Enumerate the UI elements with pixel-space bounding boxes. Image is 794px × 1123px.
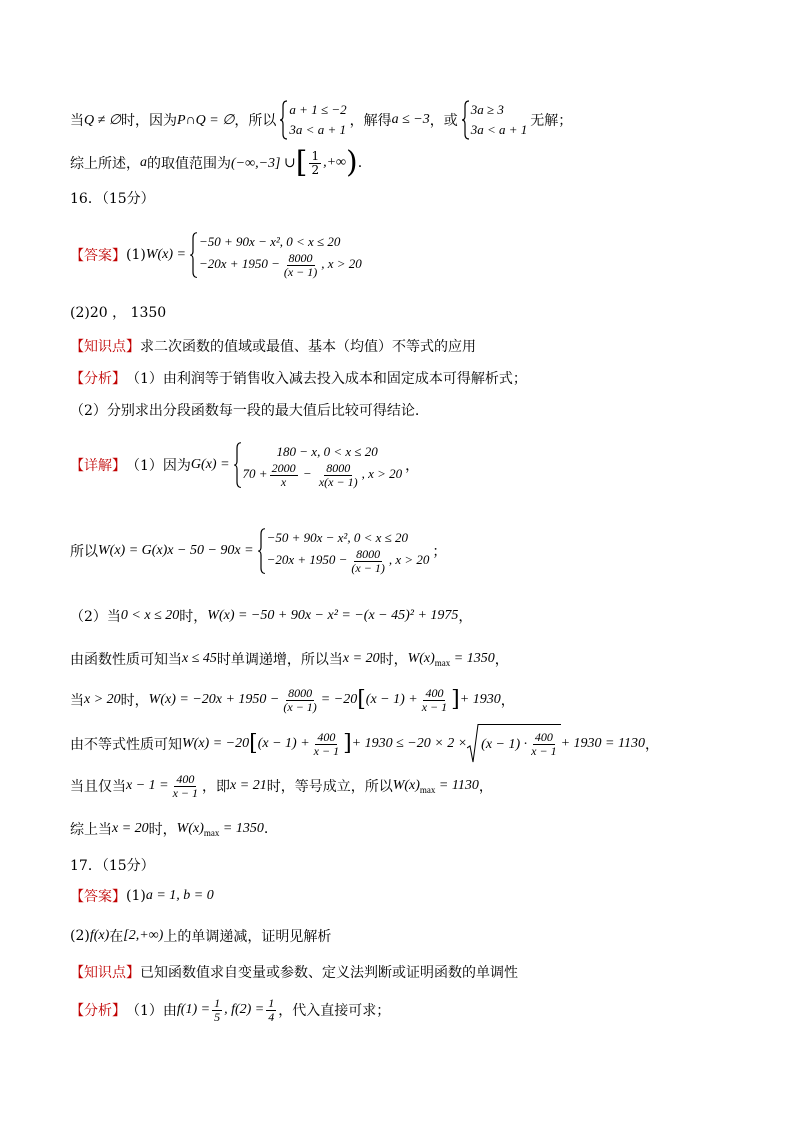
- text: （1）由利润等于销售收入减去投入成本和固定成本可得解析式；: [126, 371, 527, 387]
- text: ，即: [202, 779, 231, 795]
- eq-row: −20x + 1950 − $\frac{8000}{(x - 1)}$ , x > 20: [266, 546, 430, 575]
- text: (1): [126, 888, 146, 904]
- system-2: [461, 100, 528, 140]
- analysis-16: [70, 368, 527, 388]
- fraction: $\frac{1}{5}$: [214, 995, 221, 1024]
- fraction: $\frac{1}{2}$: [311, 148, 320, 177]
- text: 时，等号成立，所以: [266, 779, 393, 795]
- question-16-heading: [70, 188, 155, 208]
- text: 16．（15分）: [70, 191, 155, 207]
- fraction: $\frac{400}{x - 1}$: [172, 771, 199, 800]
- bracket: [: [295, 145, 308, 180]
- math: + 1930 ≤ −20 × 2 ×: [351, 736, 468, 751]
- so-w: [70, 518, 446, 584]
- text: 综上所述，: [70, 156, 140, 172]
- math: = −20: [320, 692, 358, 707]
- answer-17-part2: [70, 924, 331, 948]
- eq-row: 70 + $\frac{2000}{x}$ − $\frac{8000}{x(x - 1)}$ , x > 20: [242, 460, 403, 489]
- eq-row: −50 + 90x − x², 0 < x ≤ 20: [266, 529, 409, 545]
- math: x = 21: [230, 778, 267, 793]
- bracket: ): [346, 145, 358, 180]
- brace-icon: [233, 442, 243, 488]
- text: 的取值范围为: [147, 156, 231, 172]
- math: W(x) = −20x + 1950 −: [148, 692, 280, 707]
- piecewise: [233, 442, 403, 488]
- part2-d: [70, 722, 659, 766]
- math: P∩Q = ∅: [177, 112, 235, 128]
- text: (2)20 ， 1350: [70, 305, 167, 321]
- text: 上的单调递减，证明见解析: [163, 929, 332, 945]
- text: .: [357, 155, 363, 171]
- math: a ≤ −3: [391, 112, 430, 127]
- text: ，或: [429, 113, 458, 129]
- math: x ≤ 45: [182, 651, 217, 666]
- math: (x − 1) +: [365, 692, 418, 707]
- text: ，所以: [234, 113, 277, 129]
- text: (2): [70, 928, 90, 944]
- tag-label: 【答案】: [70, 248, 126, 264]
- text: ，: [644, 737, 659, 753]
- brace-icon: [257, 528, 267, 574]
- text: 时，: [379, 652, 408, 668]
- part2-a: [70, 604, 472, 628]
- eq-row: a + 1 ≤ −2: [289, 102, 347, 117]
- part2-b: [70, 647, 509, 671]
- system-1: [279, 100, 346, 140]
- answer-17: [70, 886, 214, 906]
- text: ，: [458, 609, 473, 625]
- sqrt: (x − 1) · $\frac{400}{x - 1}$: [467, 724, 560, 764]
- fraction: $\frac{1}{4}$: [268, 995, 275, 1024]
- text: 综上当: [70, 822, 112, 838]
- text: 时，因为: [121, 113, 177, 129]
- math: $W(x)_{max} = 1350$: [176, 820, 264, 838]
- text: 由不等式性质可知: [70, 737, 182, 753]
- summary-range: [70, 144, 362, 182]
- part2-c: [70, 678, 515, 722]
- text: ，代入直接可求；: [278, 1003, 391, 1019]
- text: .: [263, 821, 269, 837]
- part2-f: [70, 817, 268, 841]
- piecewise: [189, 232, 362, 278]
- knowledge-17: [70, 962, 518, 982]
- math: W(x) = −50 + 90x − x² = −(x − 45)² + 1975: [207, 608, 459, 623]
- math: + 1930: [459, 692, 501, 707]
- text: （2）分别求出分段函数每一段的最大值后比较可得结论.: [70, 403, 420, 419]
- math: x > 20: [84, 692, 121, 707]
- math: a: [140, 155, 147, 170]
- part2-e: [70, 766, 493, 806]
- math: f(1) =: [176, 1002, 211, 1017]
- text: ，: [500, 693, 515, 709]
- fraction: $\frac{400}{x - 1}$: [421, 685, 448, 714]
- math: x = 20: [342, 651, 380, 666]
- math: (−∞,−3] ∪: [231, 155, 296, 171]
- math: W(x) =: [145, 247, 186, 262]
- math: ,+∞: [323, 155, 347, 170]
- text: 17．（15分）: [70, 858, 155, 874]
- math: G(x) =: [190, 457, 230, 472]
- fraction: $\frac{400}{x - 1}$: [313, 729, 340, 758]
- bracket: ]: [451, 687, 460, 712]
- tag-label: 【知识点】: [70, 339, 140, 355]
- text: （2）当: [70, 609, 121, 625]
- question-17-heading: [70, 855, 155, 875]
- math: W(x) = −20: [182, 736, 250, 751]
- brace-icon: [279, 100, 289, 140]
- tag-label: 【知识点】: [70, 965, 140, 981]
- math: 0 < x ≤ 20: [120, 608, 180, 623]
- math: $W(x)_{max} = 1350$: [407, 650, 495, 668]
- piecewise: [257, 528, 430, 574]
- tag-label: 【分析】: [70, 371, 126, 387]
- knowledge-16: [70, 336, 476, 356]
- tag-label: 【答案】: [70, 889, 126, 905]
- text: 时，: [179, 609, 208, 625]
- math: x − 1 =: [126, 778, 169, 793]
- text: ，解得: [349, 113, 392, 129]
- text: 当且仅当: [70, 779, 126, 795]
- math: W(x) = G(x)x − 50 − 90x =: [98, 543, 254, 558]
- text: （1）因为: [126, 458, 191, 474]
- text: 求二次函数的值域或最值、基本（均值）不等式的应用: [140, 339, 476, 355]
- math: a = 1, b = 0: [145, 888, 214, 903]
- eq-row: 3a < a + 1: [470, 122, 528, 137]
- brace-icon: [189, 232, 199, 278]
- analysis-16-b: [70, 400, 419, 420]
- text: ，: [478, 779, 493, 795]
- analysis-17: [70, 990, 390, 1030]
- text: 当: [70, 113, 84, 129]
- math: , f(2) =: [224, 1002, 265, 1017]
- text: ，: [405, 458, 420, 474]
- text: ，: [494, 652, 509, 668]
- math: $W(x)_{max} = 1130$: [392, 777, 479, 795]
- eq-row: 180 − x, 0 < x ≤ 20: [276, 443, 378, 459]
- eq-row: −50 + 90x − x², 0 < x ≤ 20: [199, 233, 341, 249]
- bracket: [: [249, 731, 258, 756]
- text: 已知函数值求自变量或参数、定义法判断或证明函数的单调性: [140, 965, 518, 981]
- text: 在: [109, 929, 124, 945]
- tag-label: 【详解】: [70, 458, 126, 474]
- math: + 1930 = 1130: [560, 736, 645, 751]
- fraction: $\frac{8000}{(x - 1)}$: [283, 685, 317, 714]
- answer-16: [70, 222, 365, 288]
- eq-row: −20x + 1950 − $\frac{8000}{(x - 1)}$ , x > 20: [199, 250, 362, 279]
- text: 所以: [70, 544, 98, 560]
- math: [2,+∞): [123, 928, 164, 943]
- eq-row: 3a ≥ 3: [470, 102, 504, 117]
- tag-label: 【分析】: [70, 1003, 126, 1019]
- bracket: ]: [343, 731, 352, 756]
- text: 由函数性质可知当: [70, 652, 182, 668]
- radical-icon: [467, 724, 479, 764]
- text: 无解；: [530, 113, 573, 129]
- eq-row: 3a < a + 1: [289, 122, 346, 137]
- math: f(x): [89, 928, 110, 943]
- text: (1): [126, 247, 146, 263]
- text: 当: [70, 693, 84, 709]
- text: ；: [432, 544, 447, 560]
- text: 时，: [148, 822, 177, 838]
- detail-16: [70, 432, 419, 498]
- text: （1）由: [126, 1003, 177, 1019]
- brace-icon: [461, 100, 471, 140]
- math: (x − 1) +: [257, 736, 310, 751]
- math: Q ≠ ∅: [84, 112, 121, 128]
- text: 时，: [120, 693, 149, 709]
- answer-16-part2: [70, 302, 166, 322]
- math: x = 20: [112, 821, 149, 836]
- case-q-nonempty: [70, 98, 572, 142]
- text: 时单调递增，所以当: [216, 652, 343, 668]
- bracket: [: [357, 687, 366, 712]
